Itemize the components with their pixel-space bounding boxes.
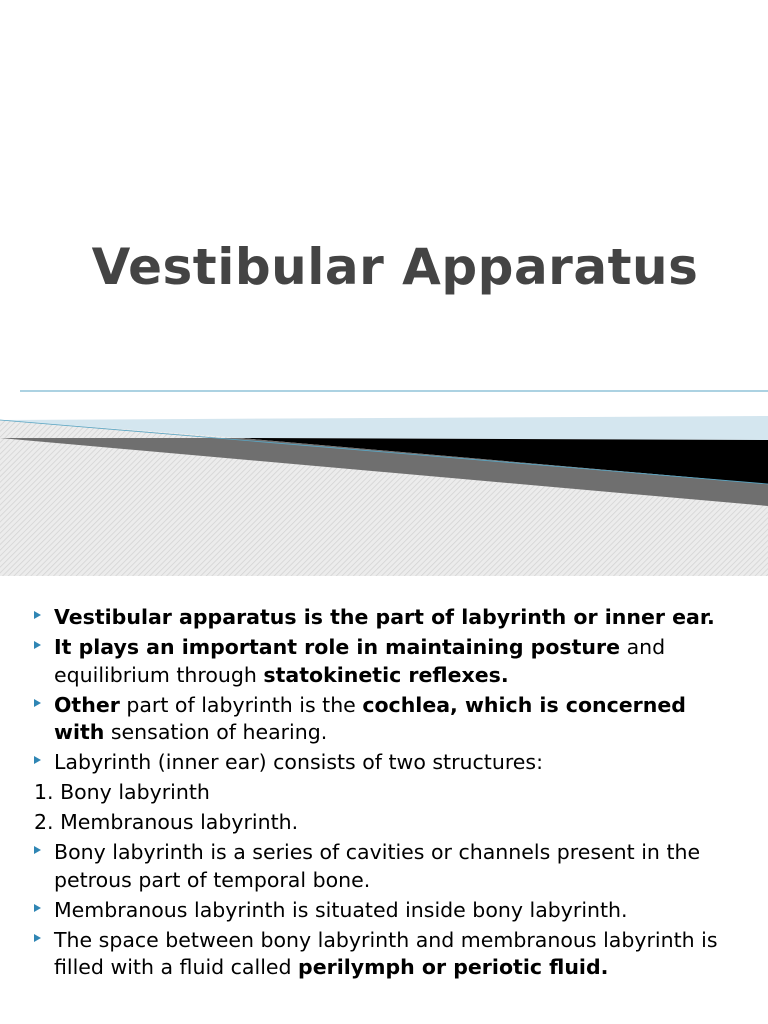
item-text-segment: The space between bony labyrinth and membranous labyrinth is filled with a fluid called (54, 927, 718, 979)
bullet-arrow-icon (34, 846, 41, 854)
item-text-segment: Other (54, 692, 120, 717)
item-text-segment: Membranous labyrinth is situated inside bony labyrinth. (54, 897, 628, 922)
bullet-item (34, 839, 734, 894)
bullet-item (34, 604, 734, 632)
bullet-item (34, 749, 734, 777)
item-text-segment: cochlea, which is concerned with (54, 692, 686, 744)
bullet-arrow-icon (34, 904, 41, 912)
bullet-list (34, 604, 734, 984)
item-text-segment: and equilibrium through (54, 635, 666, 687)
item-text-segment: 2. Membranous labyrinth. (34, 810, 299, 834)
decorative-banner (0, 380, 768, 580)
item-text-segment: Vestibular apparatus is the part of labyrinth or inner ear. (54, 605, 715, 629)
item-text-segment: 1. Bony labyrinth (34, 780, 210, 804)
bullet-item (34, 634, 734, 689)
numbered-item (34, 809, 734, 837)
bullet-item (34, 897, 734, 925)
bullet-arrow-icon (34, 641, 41, 649)
bullet-arrow-icon (34, 611, 41, 619)
item-text-segment: sensation of hearing. (104, 720, 328, 744)
item-text-segment: perilymph or periotic fluid. (298, 955, 609, 979)
bullet-arrow-icon (34, 756, 41, 764)
bullet-arrow-icon (34, 699, 41, 707)
bullet-arrow-icon (34, 934, 41, 942)
item-text-segment: It plays an important role in maintaining posture (54, 635, 621, 659)
numbered-item (34, 779, 734, 807)
item-text-segment: Bony labyrinth is a series of cavities or channels present in the petrous part of temporal bone. (54, 840, 701, 892)
bullet-item (34, 927, 734, 982)
item-text-segment: statokinetic reflexes. (263, 662, 509, 687)
title-area (0, 0, 768, 392)
item-text-segment: Labyrinth (inner ear) consists of two structures: (54, 750, 543, 774)
content-area (0, 576, 768, 1024)
slide-title: Vestibular Apparatus (91, 238, 699, 296)
item-text-segment: part of labyrinth is the (119, 692, 363, 717)
bullet-item (34, 692, 734, 747)
